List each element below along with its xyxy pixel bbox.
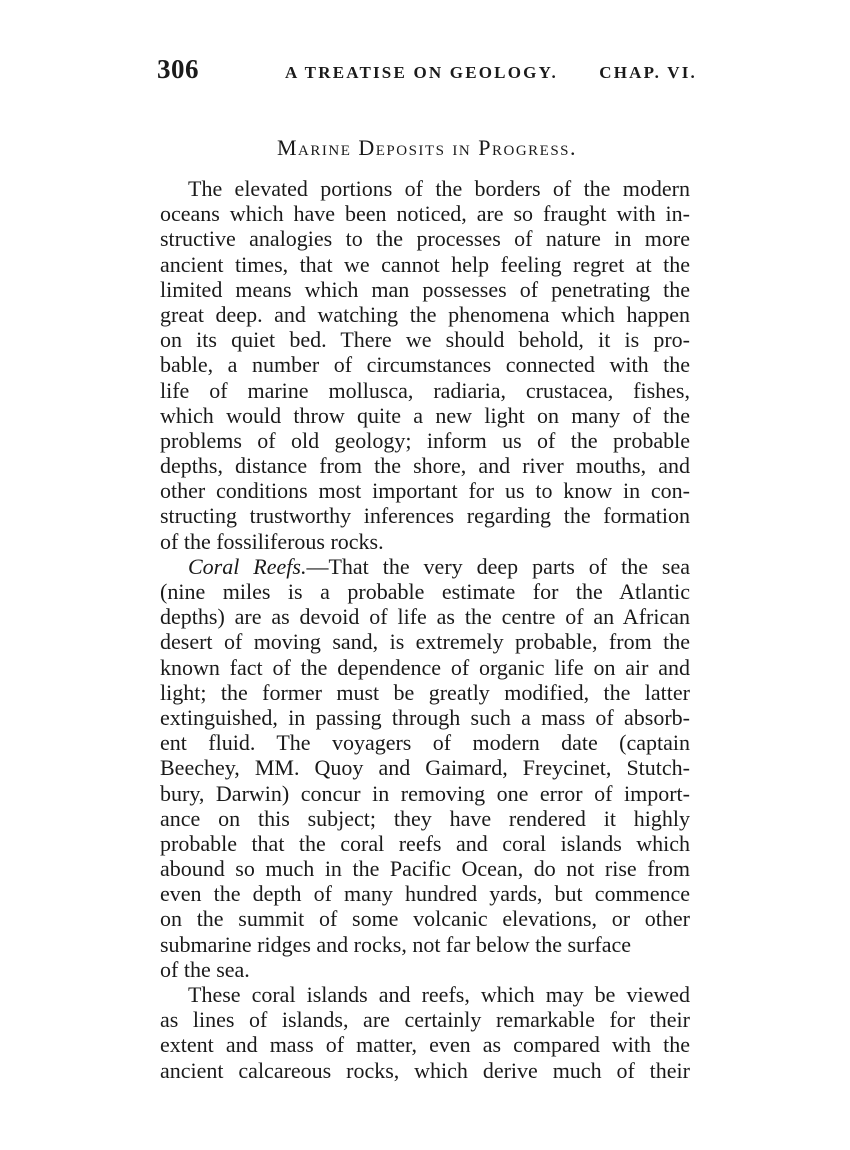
- text-line: ent fluid. The voyagers of modern date (captain: [160, 730, 690, 756]
- text-line: abound so much in the Pacific Ocean, do not rise from: [160, 856, 690, 882]
- text-line: ancient calcareous rocks, which derive much of their: [160, 1057, 690, 1083]
- chapter-label: CHAP. VI.: [599, 63, 697, 82]
- text-line: on its quiet bed. There we should behold, it is pro-: [160, 327, 690, 353]
- text-line: of the sea.: [160, 956, 250, 982]
- text-line: on the summit of some volcanic elevations, or other: [160, 906, 690, 932]
- text-line: extinguished, in passing through such a mass of absorb-: [160, 704, 690, 730]
- paragraph: [160, 982, 690, 1083]
- text-line: desert of moving sand, is extremely probable, from the: [160, 629, 690, 655]
- text-line: Beechey, MM. Quoy and Gaimard, Freycinet, Stutch-: [160, 755, 690, 781]
- text-line: extent and mass of matter, even as compared with the: [160, 1032, 690, 1058]
- text-line: structive analogies to the processes of nature in more: [160, 226, 690, 252]
- text-line: bury, Darwin) concur in removing one error of import-: [160, 780, 690, 806]
- text-line: probable that the coral reefs and coral islands which: [160, 830, 690, 856]
- paragraph: [160, 176, 690, 554]
- text-run: —That the very deep parts of the sea: [306, 553, 690, 579]
- text-line: The elevated portions of the borders of the modern: [188, 176, 690, 201]
- text-line: submarine ridges and rocks, not far below the surface: [160, 931, 632, 957]
- text-line: light; the former must be greatly modified, the latter: [160, 679, 690, 705]
- text-line: bable, a number of circumstances connected with the: [160, 352, 690, 378]
- text-line: ance on this subject; they have rendered it highly: [160, 805, 690, 831]
- text-line: (nine miles is a probable estimate for the Atlantic: [160, 579, 690, 604]
- text-line: even the depth of many hundred yards, but commence: [160, 881, 690, 907]
- paragraph: [160, 554, 690, 982]
- text-line: ancient times, that we cannot help feeling regret at the: [160, 251, 690, 277]
- text-line: problems of old geology; inform us of the probable: [160, 427, 690, 453]
- run-in-heading: Coral Reefs.: [188, 553, 307, 579]
- page-number: 306: [157, 54, 199, 84]
- text-line: as lines of islands, are certainly remarkable for their: [160, 1007, 690, 1033]
- text-line: known fact of the dependence of organic life on air and: [160, 654, 690, 680]
- page-header: [157, 54, 697, 94]
- text-line: [160, 554, 690, 579]
- section-heading: Marine Deposits in Progress.: [276, 135, 578, 160]
- text-line: which would throw quite a new light on many of the: [160, 402, 690, 428]
- text-line: These coral islands and reefs, which may be viewed: [188, 982, 690, 1007]
- text-line: limited means which man possesses of penetrating the: [160, 276, 690, 302]
- running-title: A TREATISE ON GEOLOGY.: [285, 63, 558, 82]
- text-line: depths) are as devoid of life as the centre of an African: [160, 604, 690, 630]
- text-line: oceans which have been noticed, are so fraught with in-: [160, 201, 690, 227]
- body-text: [160, 176, 690, 1083]
- text-line: other conditions most important for us to know in con-: [160, 478, 690, 504]
- text-line: structing trustworthy inferences regarding the formation: [160, 503, 690, 529]
- text-line: depths, distance from the shore, and river mouths, and: [160, 453, 690, 479]
- text-line: life of marine mollusca, radiaria, crustacea, fishes,: [160, 377, 690, 403]
- text-line: great deep. and watching the phenomena which happen: [160, 301, 690, 327]
- text-line: of the fossiliferous rocks.: [160, 528, 384, 554]
